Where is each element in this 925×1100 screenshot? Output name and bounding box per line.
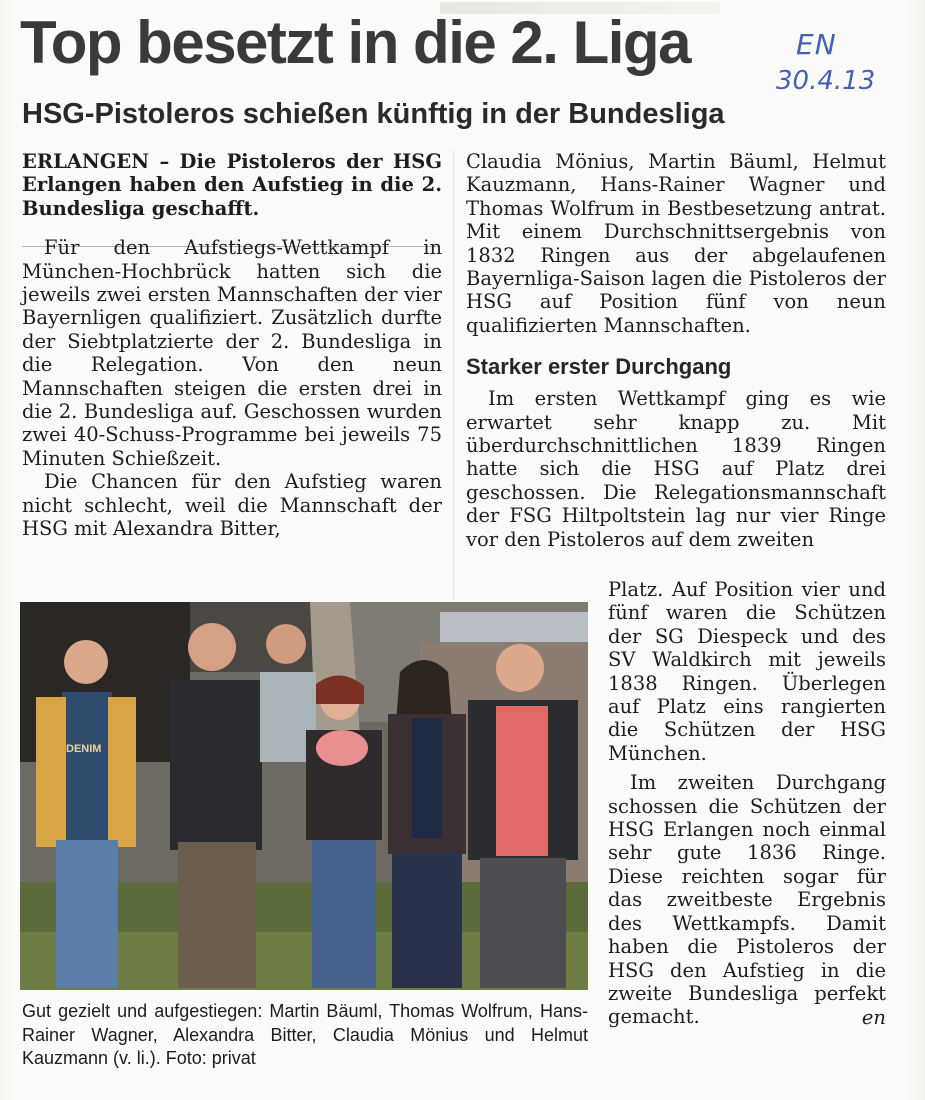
column-2 bbox=[466, 150, 886, 551]
shirt-print-text: DENIM bbox=[66, 743, 102, 755]
column-3 bbox=[608, 578, 886, 1029]
handwritten-date: 30.4.13 bbox=[776, 66, 876, 96]
subheadline: HSG-Pistoleros schießen künftig in der Bundesliga bbox=[22, 98, 725, 130]
author-initials: en bbox=[861, 1005, 886, 1029]
column-gutter bbox=[453, 150, 454, 600]
body-paragraph-2-end: Claudia Mönius, Martin Bäuml, Helmut Kauzmann, Hans-Rainer Wagner und Thomas Wolfrum in Bestbesetzung antrat. Mit einem Durchschnittsergebnis von 1832 Ringen aus der abgelaufenen Bayernliga-Saison lagen die Pistoleros der HSG auf Position fünf von neun qualifizierten Mannschaften. bbox=[466, 150, 886, 337]
team-photo-illustration bbox=[20, 602, 588, 990]
body-paragraph-4: Im zweiten Durchgang schossen die Schützen der HSG Erlangen noch einmal sehr gute 1836 Ringe. Diese reichten sogar für das zweitbeste Ergebnis des Wettkampfs. Damit haben die Pistoleros der HSG den Aufstieg in die zweite Bundesliga perfekt gemacht. bbox=[608, 771, 886, 1029]
column-1 bbox=[22, 150, 442, 541]
photo-caption: Gut gezielt und aufgestiegen: Martin Bäuml, Thomas Wolfrum, Hans-Rainer Wagner, Alexandra Bitter, Claudia Mönius und Helmut Kauzmann (v. li.). Foto: privat bbox=[22, 1001, 588, 1068]
lead-paragraph: ERLANGEN – Die Pistoleros der HSG Erlangen haben den Aufstieg in die 2. Bundesliga geschafft. bbox=[22, 150, 442, 220]
headline: Top besetzt in die 2. Liga bbox=[20, 9, 690, 76]
crosshead: Starker erster Durchgang bbox=[466, 354, 732, 380]
handwritten-tag: EN bbox=[796, 28, 837, 61]
body-paragraph-3-start: Im ersten Wettkampf ging es wie erwartet sehr knapp zu. Mit überdurchschnittlichen 1839 Ringen hatte sich die HSG auf Platz drei geschossen. Die Relegationsmannschaft der FSG Hiltpoltstein lag nur vier Ringe vor den Pistoleros auf dem zweiten bbox=[466, 387, 886, 551]
body-paragraph-2-start: Die Chancen für den Aufstieg waren nicht schlecht, weil die Mannschaft der HSG mit Alexandra Bitter, bbox=[22, 470, 442, 541]
body-paragraph-1: Für den Aufstiegs-Wettkampf in München-Hochbrück hatten sich die jeweils zwei ersten Mannschaften der vier Bayernligen qualifiziert. Zusätzlich durfte der Siebtplatzierte der 2. Bundesliga in die Relegation. Von den neun Mannschaften steigen die ersten drei in die 2. Bundesliga auf. Geschossen wurden zwei 40-Schuss-Programme bei jeweils 75 Minuten Schießzeit. bbox=[22, 236, 442, 470]
body-paragraph-3-end: Platz. Auf Position vier und fünf waren die Schützen der SG Diespeck und des SV Waldkirch mit jeweils 1838 Ringen. Überlegen auf Platz eins rangierten die Schützen der HSG München. bbox=[608, 578, 886, 765]
team-photo bbox=[20, 602, 588, 990]
